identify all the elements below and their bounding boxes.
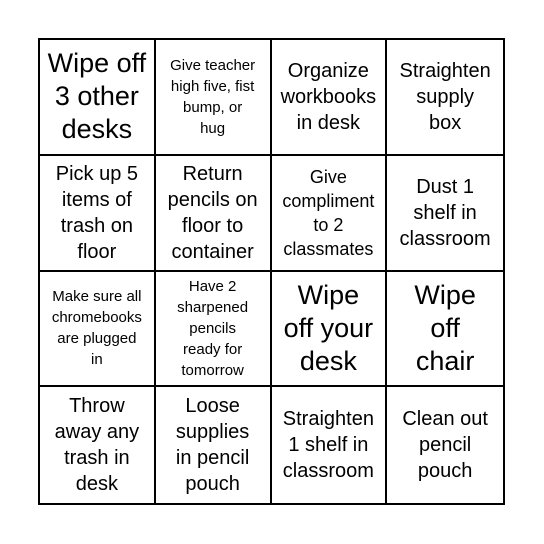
bingo-cell-14[interactable] xyxy=(156,387,272,503)
bingo-cell-8-text: Dust 1 shelf in classroom xyxy=(399,175,491,250)
bingo-cell-2-text: Give teacher high five, fist bump, or hug xyxy=(170,56,256,137)
bingo-cell-10[interactable] xyxy=(156,272,272,388)
bingo-cell-5[interactable] xyxy=(40,156,156,272)
bingo-cell-3-text: Organize workbooks in desk xyxy=(280,59,377,134)
bingo-board xyxy=(38,38,505,505)
bingo-cell-11[interactable] xyxy=(272,272,388,388)
bingo-cell-9-text: Make sure all chromebooks are plugged in xyxy=(51,288,142,369)
bingo-cell-1[interactable] xyxy=(40,40,156,156)
bingo-cell-4-text: Straighten supply box xyxy=(399,59,491,134)
bingo-cell-12-text: Wipe off chair xyxy=(414,279,476,376)
bingo-cell-15[interactable] xyxy=(272,387,388,503)
bingo-cell-5-text: Pick up 5 items of trash on floor xyxy=(55,162,138,263)
bingo-cell-8[interactable] xyxy=(387,156,503,272)
bingo-cell-7[interactable] xyxy=(272,156,388,272)
bingo-cell-14-text: Loose supplies in pencil pouch xyxy=(175,395,250,496)
bingo-cell-1-text: Wipe off 3 other desks xyxy=(47,48,147,145)
bingo-cell-6-text: Return pencils on floor to container xyxy=(167,162,258,263)
bingo-cell-6[interactable] xyxy=(156,156,272,272)
bingo-cell-13-text: Throw away any trash in desk xyxy=(54,395,140,496)
bingo-cell-10-text: Have 2 sharpened pencils ready for tomorrow xyxy=(177,277,249,379)
bingo-cell-15-text: Straighten 1 shelf in classroom xyxy=(282,408,374,483)
bingo-cell-7-text: Give compliment to 2 classmates xyxy=(282,166,375,259)
bingo-cell-11-text: Wipe off your desk xyxy=(283,279,374,376)
bingo-cell-4[interactable] xyxy=(387,40,503,156)
bingo-cell-16[interactable] xyxy=(387,387,503,503)
bingo-cell-2[interactable] xyxy=(156,40,272,156)
bingo-cell-12[interactable] xyxy=(387,272,503,388)
bingo-cell-3[interactable] xyxy=(272,40,388,156)
bingo-cell-16-text: Clean out pencil pouch xyxy=(402,408,488,483)
bingo-cell-13[interactable] xyxy=(40,387,156,503)
bingo-cell-9[interactable] xyxy=(40,272,156,388)
